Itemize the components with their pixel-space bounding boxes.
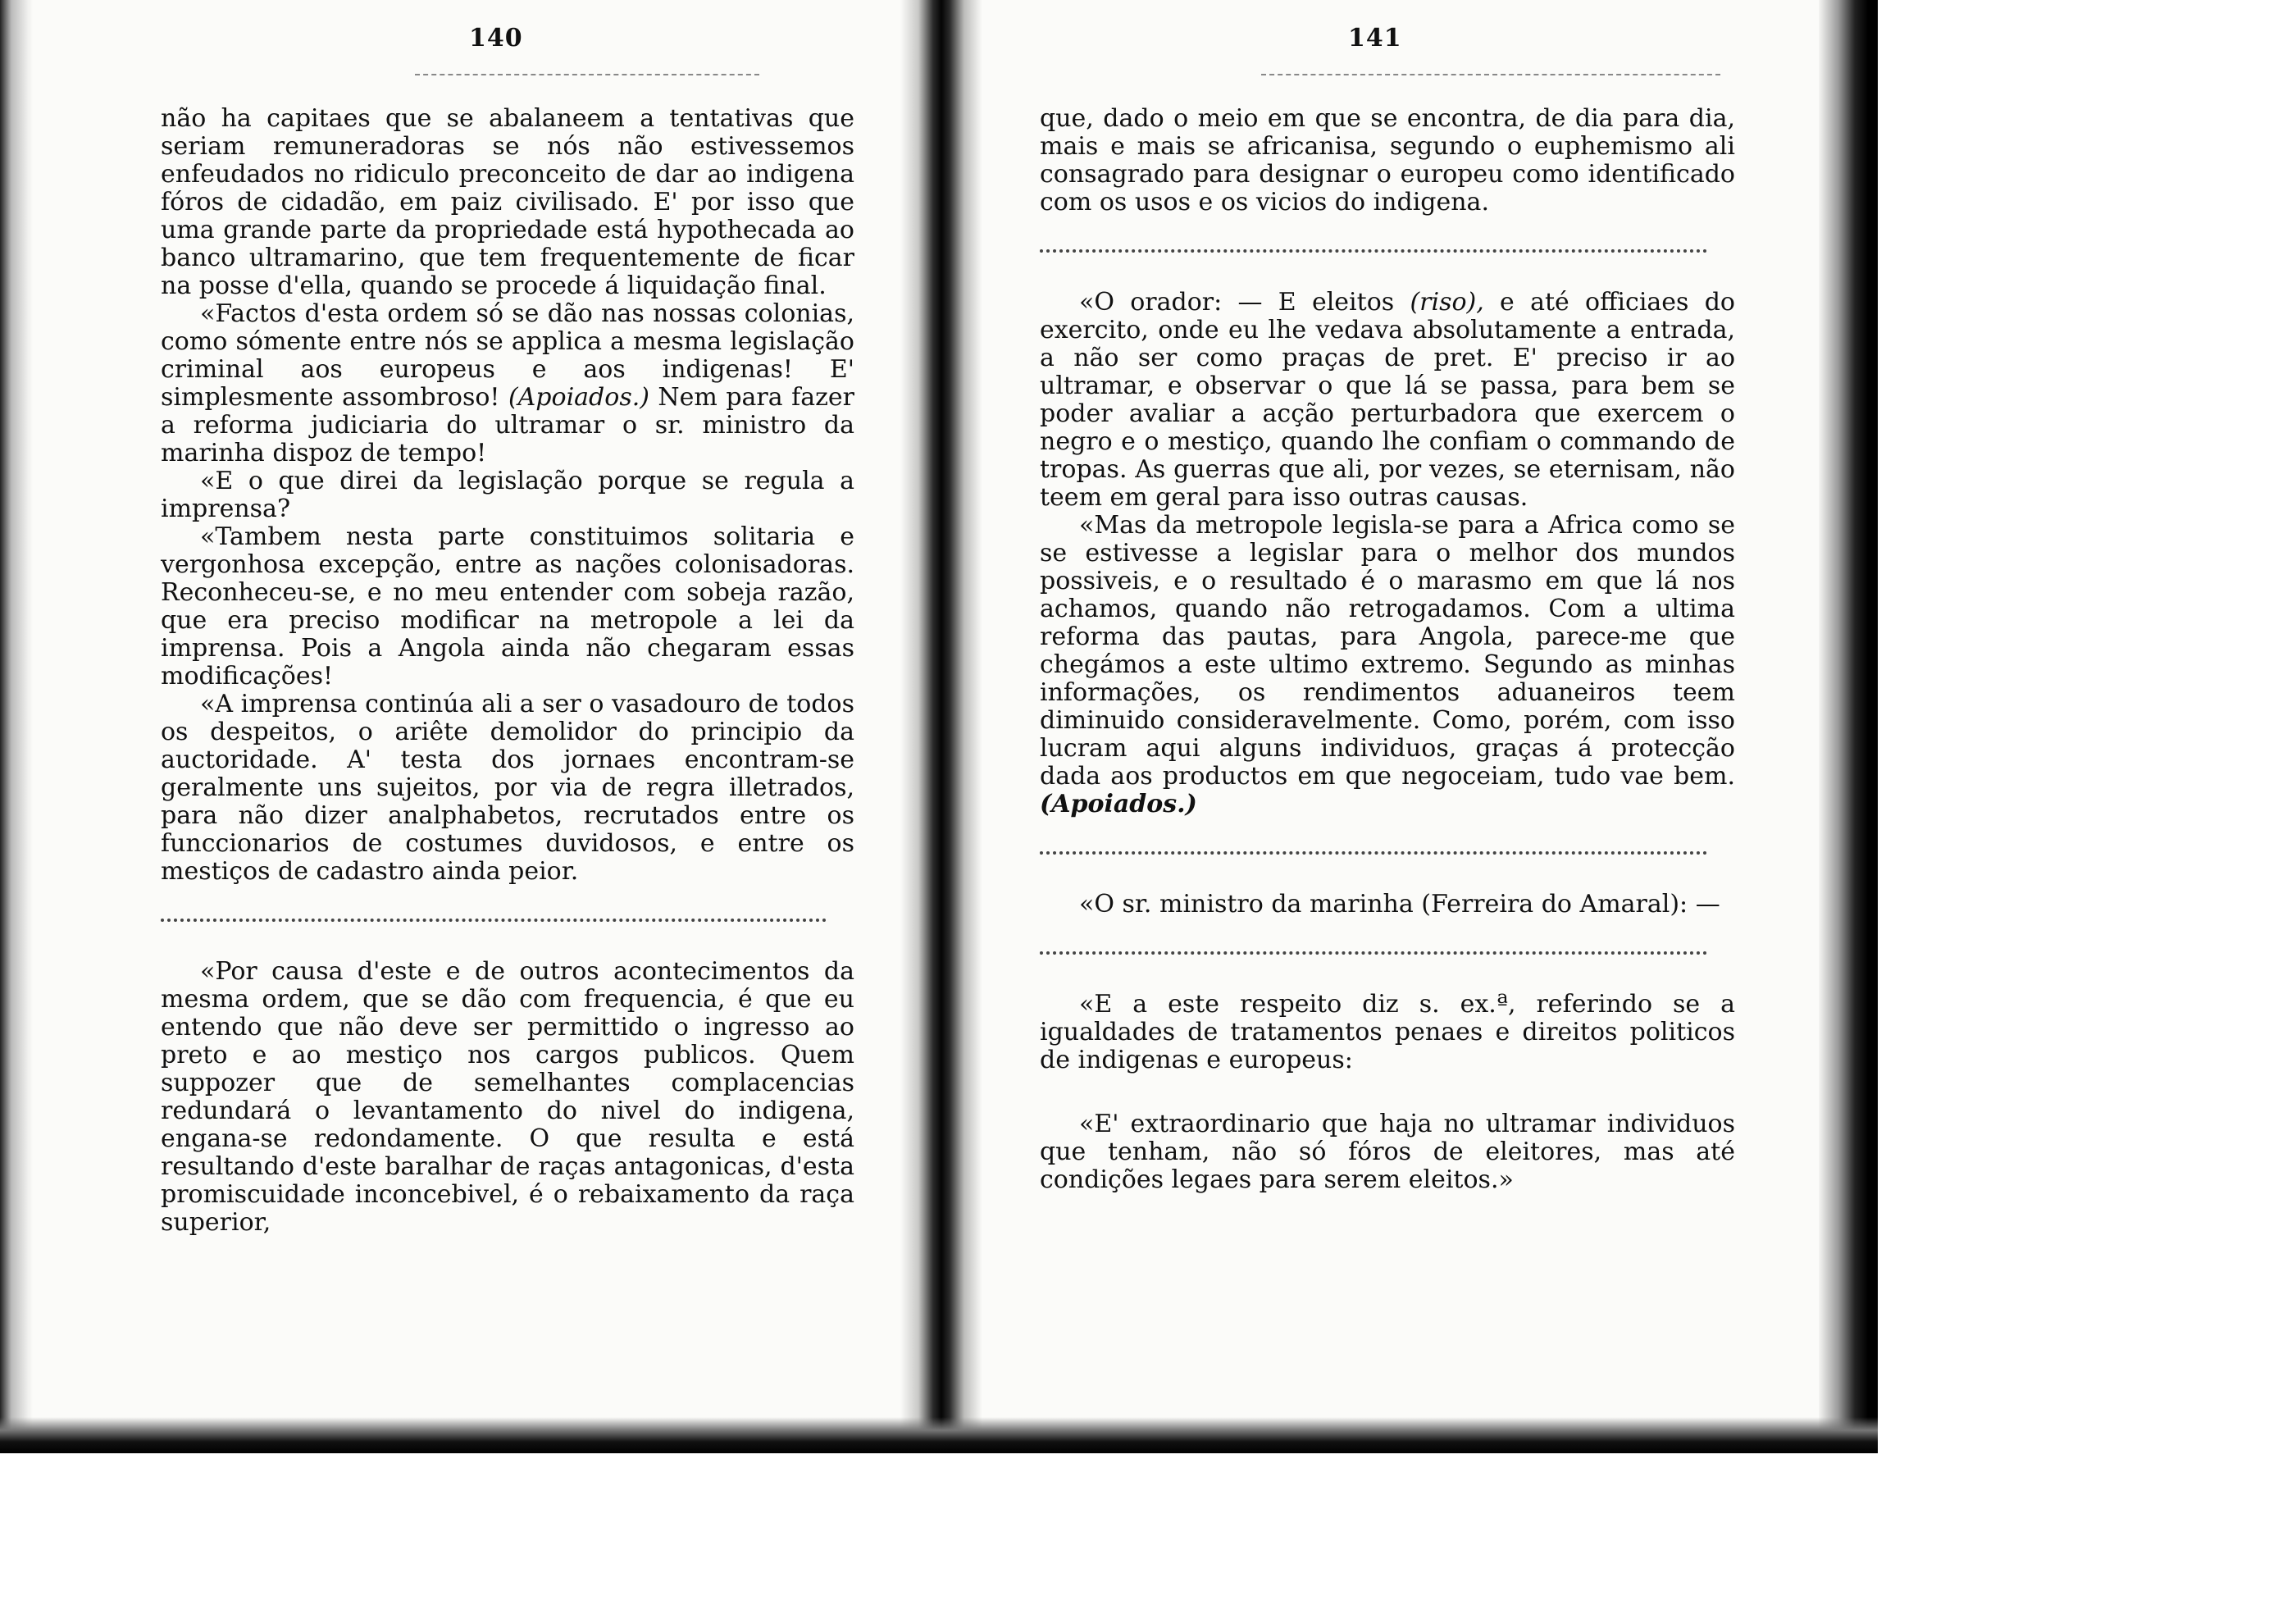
paragraph [1040,289,1735,512]
paragraph: «A imprensa continúa ali a ser o vasadouro de todos os despeitos, o ariête demolidor do principio da auctoridade. A' testa dos jornaes encontram-se geralmente uns sujeitos, por via de regra illetrados, para não dizer analphabetos, recrutados entre os funccionarios de costumes duvidosos, e entre os mestiços de cadastro ainda peior. [161,690,854,886]
paragraph: que, dado o meio em que se encontra, de dia para dia, mais e mais se africanisa, segundo o euphemismo ali consagrado para designar o europeu como identificado com os usos e os vicios do indigena. [1040,104,1735,217]
ellipsis-separator [1040,221,1707,253]
book-gutter-shadow [900,0,982,1453]
speaker-line: «O sr. ministro da marinha (Ferreira do Amaral): — [1079,890,1720,919]
spacer [1040,855,1735,891]
paragraph-text: Nem para fazer a reforma judiciaria do ultramar o sr. ministro da marinha dispoz de tempo! [161,383,854,467]
spacer [161,922,854,958]
paragraph: «Por causa d'este e de outros acontecimentos da mesma ordem, que se dão com frequencia, é que eu entendo que não deve ser permittido o ingresso ao preto e ao mestiço nos cargos publicos. Quem suppozer que de semelhantes complacencias redundará o levantamento do nivel do indigena, engana-se redondamente. O que resulta e está resultando d'este baralhar de raças antagonicas, d'esta promiscuidade inconcebivel, é o rebaixamento da raça superior, [161,957,854,1237]
paragraph-text: «O orador: — E eleitos [1079,288,1410,317]
paragraph: «Tambem nesta parte constituimos solitaria e vergonhosa excepção, entre as nações colonisadoras. Reconheceu-se, e no meu entender com sobeja razão, que era preciso modificar na metropole a lei da imprensa. Pois a Angola ainda não chegaram essas modificações! [161,522,854,691]
page-body [1040,105,1735,1194]
right-page-edge-shadow [1819,0,1878,1453]
spacer [1040,955,1735,991]
paragraph [1040,512,1735,818]
left-page-edge-shadow [0,0,33,1453]
paragraph-text: e até officiaes do exercito, onde eu lhe vedava absolutamente a entrada, a não ser como praças de pret. E' preciso ir ao ultramar, e observar o que lá se passa, para bem se poder avaliar a acção perturbadora que exercem o negro e o mestiço, quando lhe confiam o commando de tropas. As guerras que ali, por vezes, se eternisam, não teem em geral para isso outras causas. [1040,288,1735,512]
header-rule [415,74,759,75]
ellipsis-separator [1040,923,1707,955]
apoiados-remark: (Apoiados.) [508,383,649,412]
page-number: 141 [1348,24,1402,52]
paragraph: «E a este respeito diz s. ex.ª, referindo se a igualdades de tratamentos penaes e direitos politicos de indigenas e europeus: [1040,990,1735,1074]
ellipsis-separator [161,891,827,922]
header-rule [1261,74,1720,75]
paragraph [161,300,854,467]
bottom-edge-shadow [0,1417,1878,1453]
ellipsis-separator [1040,823,1707,855]
paragraph-text: «Factos d'esta ordem só se dão nas nossas colonias, como sómente entre nós se applica a mesma legislação criminal aos europeus e aos indigenas! E' simplesmente assombroso! [161,299,854,412]
apoiados-remark: (Apoiados.) [1040,790,1197,818]
quoted-paragraph: «E' extraordinario que haja no ultramar individuos que tenham, não só fóros de eleitores, mas até condições legaes para serem eleitos.» [1040,1110,1735,1194]
riso-remark: (riso), [1410,288,1484,317]
page-body [161,105,854,1237]
paragraph: «E o que direi da legislação porque se regula a imprensa? [161,467,854,523]
spacer [1040,253,1735,289]
paragraph-text: «Mas da metropole legisla-se para a Africa como se se estivesse a legislar para o melhor dos mundos possiveis, e o resultado é o marasmo em que lá nos achamos, quando não retrogadamos. Com a ultima reforma das pautas, para Angola, parece-me que chegámos a este ultimo extremo. Segundo as minhas informações, os rendimentos aduaneiros teem diminuido consideravelmente. Como, porém, com isso lucram aqui alguns individuos, graças á protecção dada aos productos em que negoceiam, tudo vae bem. [1040,511,1735,791]
page-number: 140 [469,24,523,52]
spacer [1040,1074,1735,1110]
paragraph: não ha capitaes que se abalaneem a tentativas que seriam remuneradoras se nós não estivessemos enfeudados no ridiculo preconceito de dar ao indigena fóros de cidadão, em paiz civilisado. E' por isso que uma grande parte da propriedade está hypothecada ao banco ultramarino, que tem frequentemente de ficar na posse d'ella, quando se procede á liquidação final. [161,104,854,300]
